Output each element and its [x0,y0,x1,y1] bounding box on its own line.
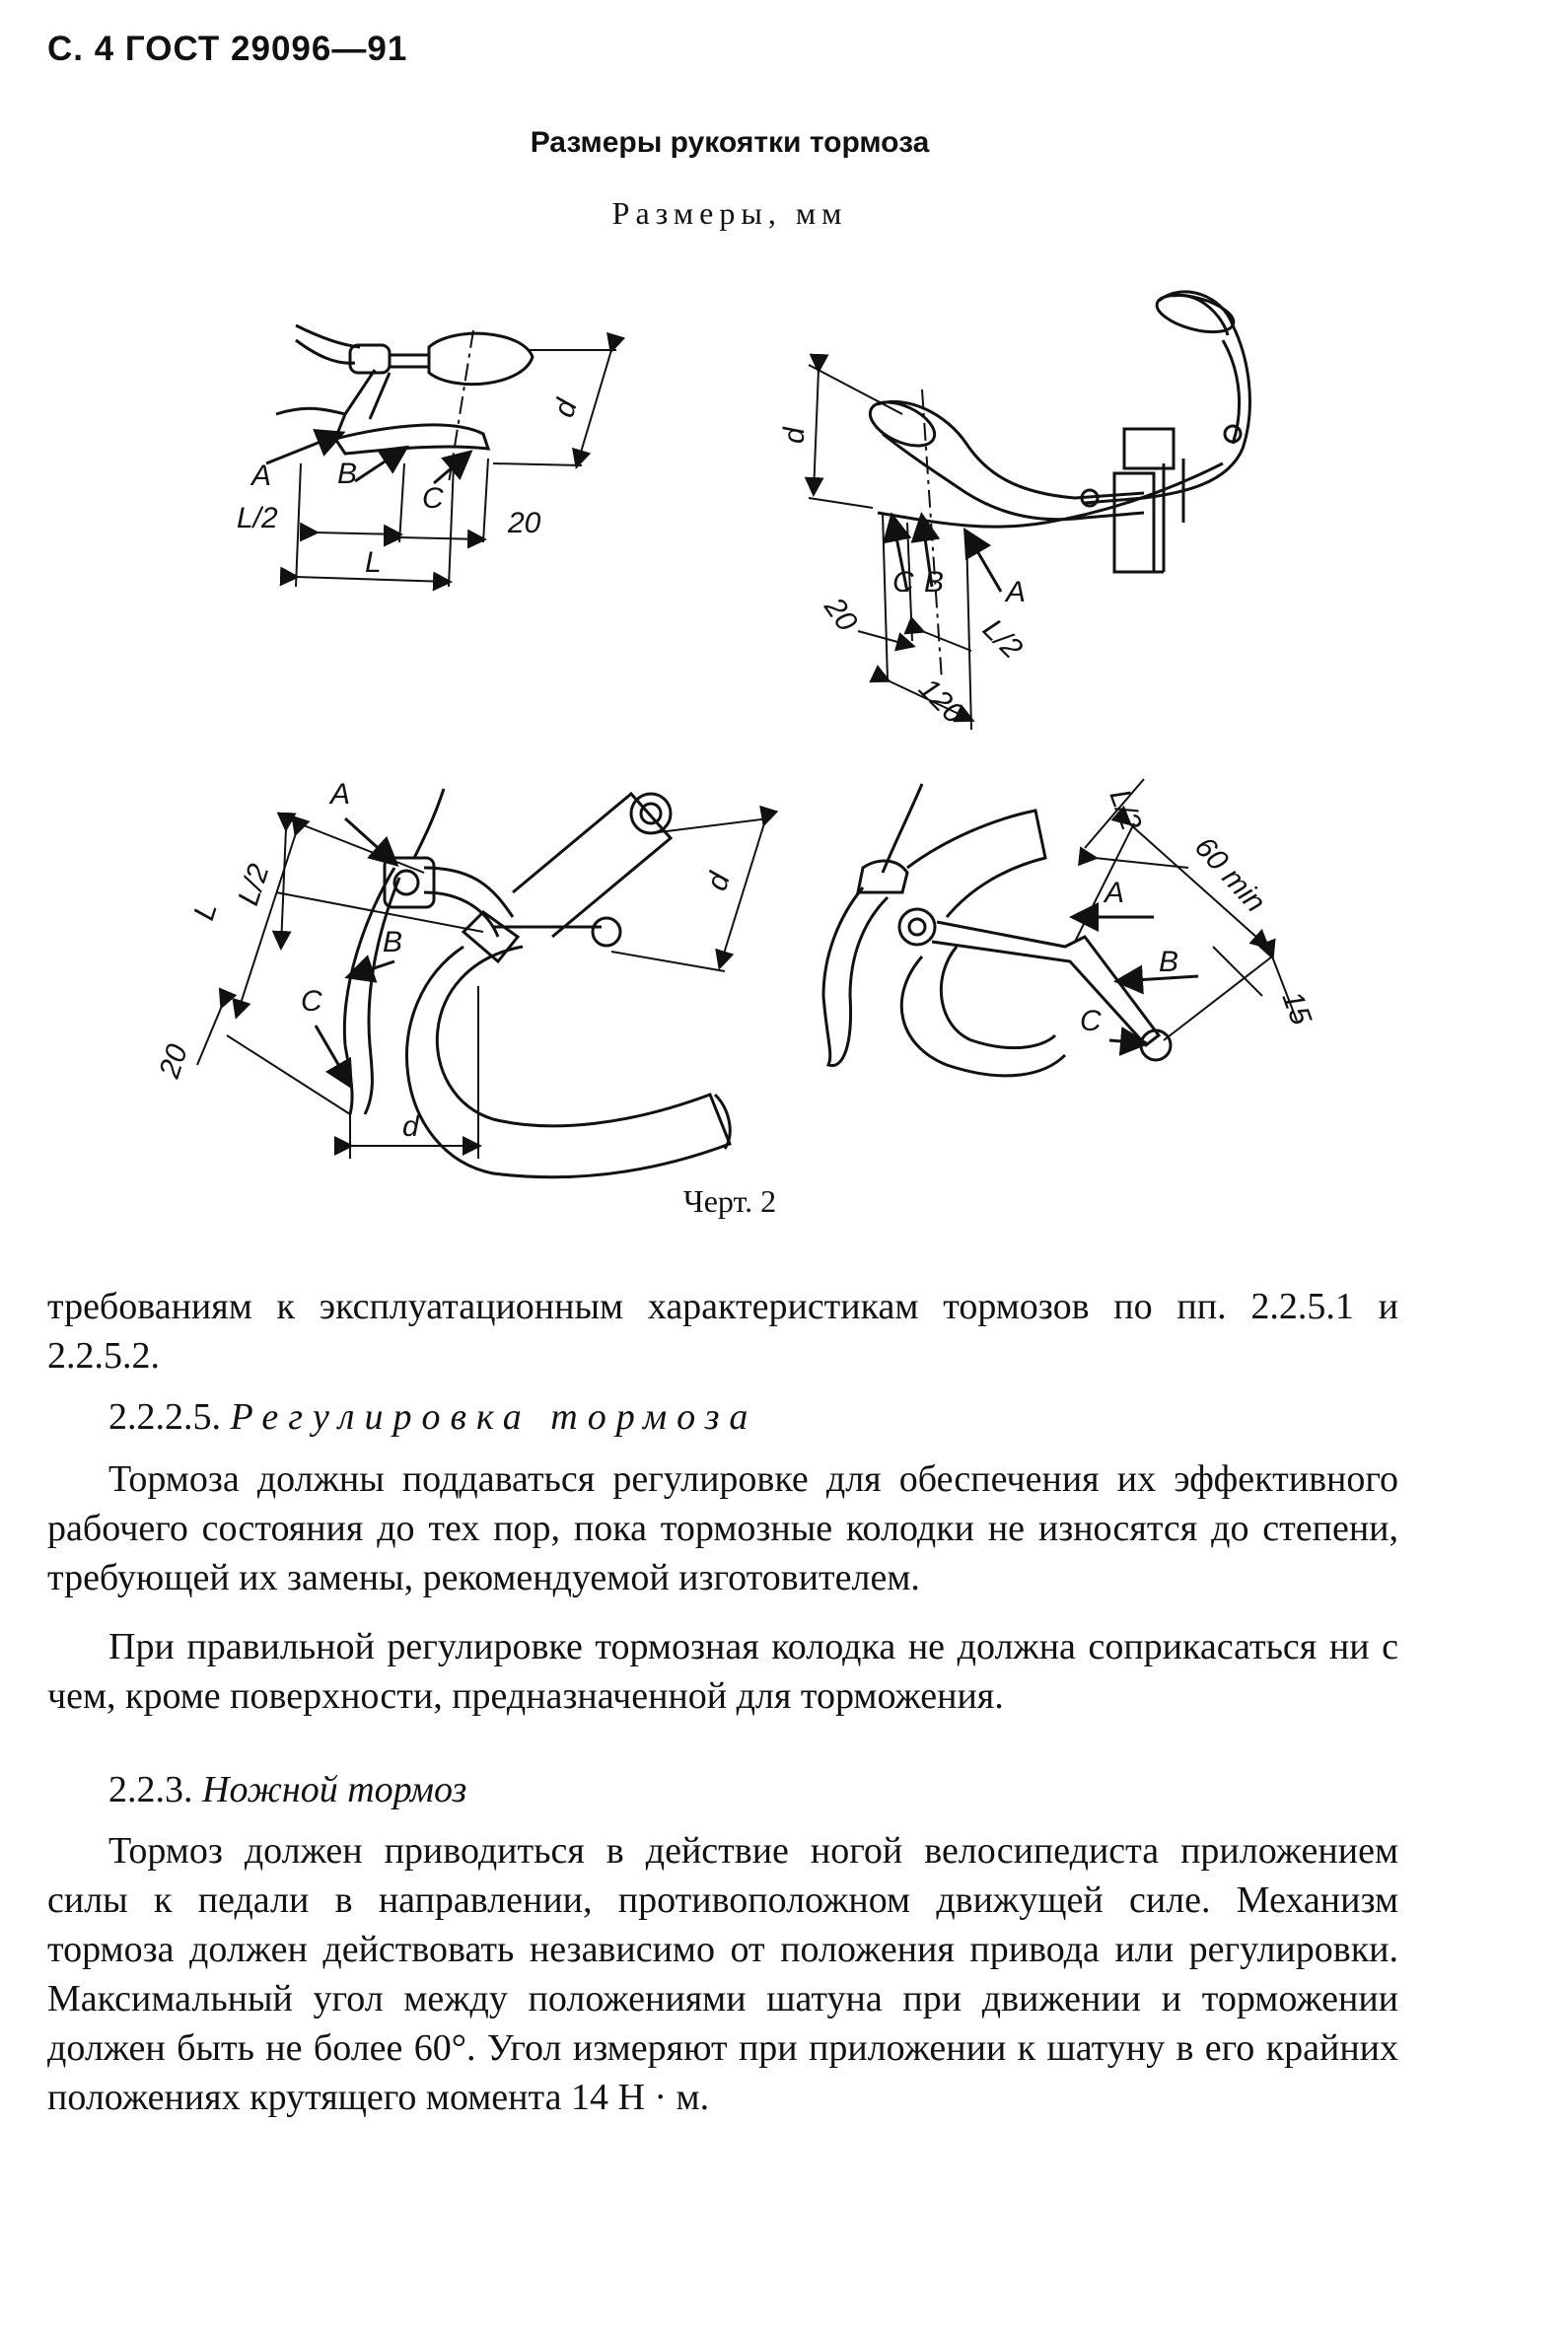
figure-units: Размеры, мм [611,195,848,231]
dim-L-top-left: L [365,546,382,579]
paragraph-adjust-2: При правильной регулировке тормозная колодка не должна соприкасаться ни с чем, кроме поверхности, предназначенной для торможения. [47,1626,1398,1717]
section-title-2225: Регулировка тормоза [230,1396,758,1438]
section-number-2225: 2.2.2.5. [108,1396,221,1438]
dim-d-top-right: d [778,427,811,444]
dim-d-top-left: d [547,395,584,422]
paragraph-foot-brake: Тормоз должен приводиться в действие ногой велосипедиста приложением силы к педали в направлении, противоположном движущей силе. Механизм тормоза должен действовать независимо от положения привода или регулировки. Максимальный угол между положениями шатуна при движении и торможении должен быть не более 60°. Угол измеряют при приложении к шатуну в его крайних положениях крутящего момента 14 Н · м. [47,1830,1398,2118]
label-A-bottom-right: A [1105,877,1125,909]
dim-120-top-right: 120 [912,672,970,731]
dim-20-top-left: 20 [508,507,541,539]
drawing-bottom-left [153,778,769,1177]
section-title-223: Ножной тормоз [202,1769,467,1810]
label-A-top-left: A [251,460,272,492]
label-B-top-right: B [924,566,945,599]
label-A-top-right: A [1006,576,1027,608]
paragraph-adjust-1: Тормоза должны поддаваться регулировке для обеспечения их эффективного рабочего состояния до тех пор, пока тормозные колодки не износятся до степени, требующей их замены, рекомендуемой изготовителем. [47,1458,1398,1598]
label-B-top-left: B [337,458,358,490]
dim-15-bottom-right: 15 [1275,987,1318,1029]
label-B-bottom-left: B [383,926,403,958]
label-C-bottom-left: C [301,985,322,1018]
dim-L2-bottom-left: L/2 [232,860,276,910]
label-C-bottom-right: C [1080,1005,1102,1037]
label-B-bottom-right: B [1159,946,1179,978]
label-C-top-right: C [892,566,914,599]
figure-title: Размеры рукоятки тормоза [530,126,930,159]
drawing-top-left [237,325,616,587]
label-C-top-left: C [422,482,444,515]
dim-L2-top-right: L/2 [976,612,1029,666]
dim-L2-bottom-right: L/2 [1103,785,1148,835]
label-A-bottom-left: A [330,778,351,811]
dim-d-bottom-left-2: d [700,869,737,895]
drawing-bottom-right [823,779,1318,1076]
page-header: С. 4 ГОСТ 29096—91 [47,30,408,68]
dim-60min-bottom-right: 60 min [1187,830,1272,919]
drawing-top-right [778,288,1249,730]
section-heading-223 [108,1765,466,1814]
dim-L2-top-left: L/2 [237,502,278,534]
dim-20-top-right: 20 [818,592,864,638]
paragraph-continuation: требованиям к эксплуатационным характеристикам тормозов по пп. 2.2.5.1 и 2.2.5.2. [47,1286,1398,1377]
dim-20-bottom-left: 20 [153,1040,194,1083]
dim-L-bottom-left: L [187,898,224,925]
section-number-223: 2.2.3. [108,1769,193,1810]
figure-caption: Черт. 2 [682,1183,777,1219]
dim-d-bottom-left: d [402,1110,419,1143]
section-heading-2225 [108,1392,757,1442]
